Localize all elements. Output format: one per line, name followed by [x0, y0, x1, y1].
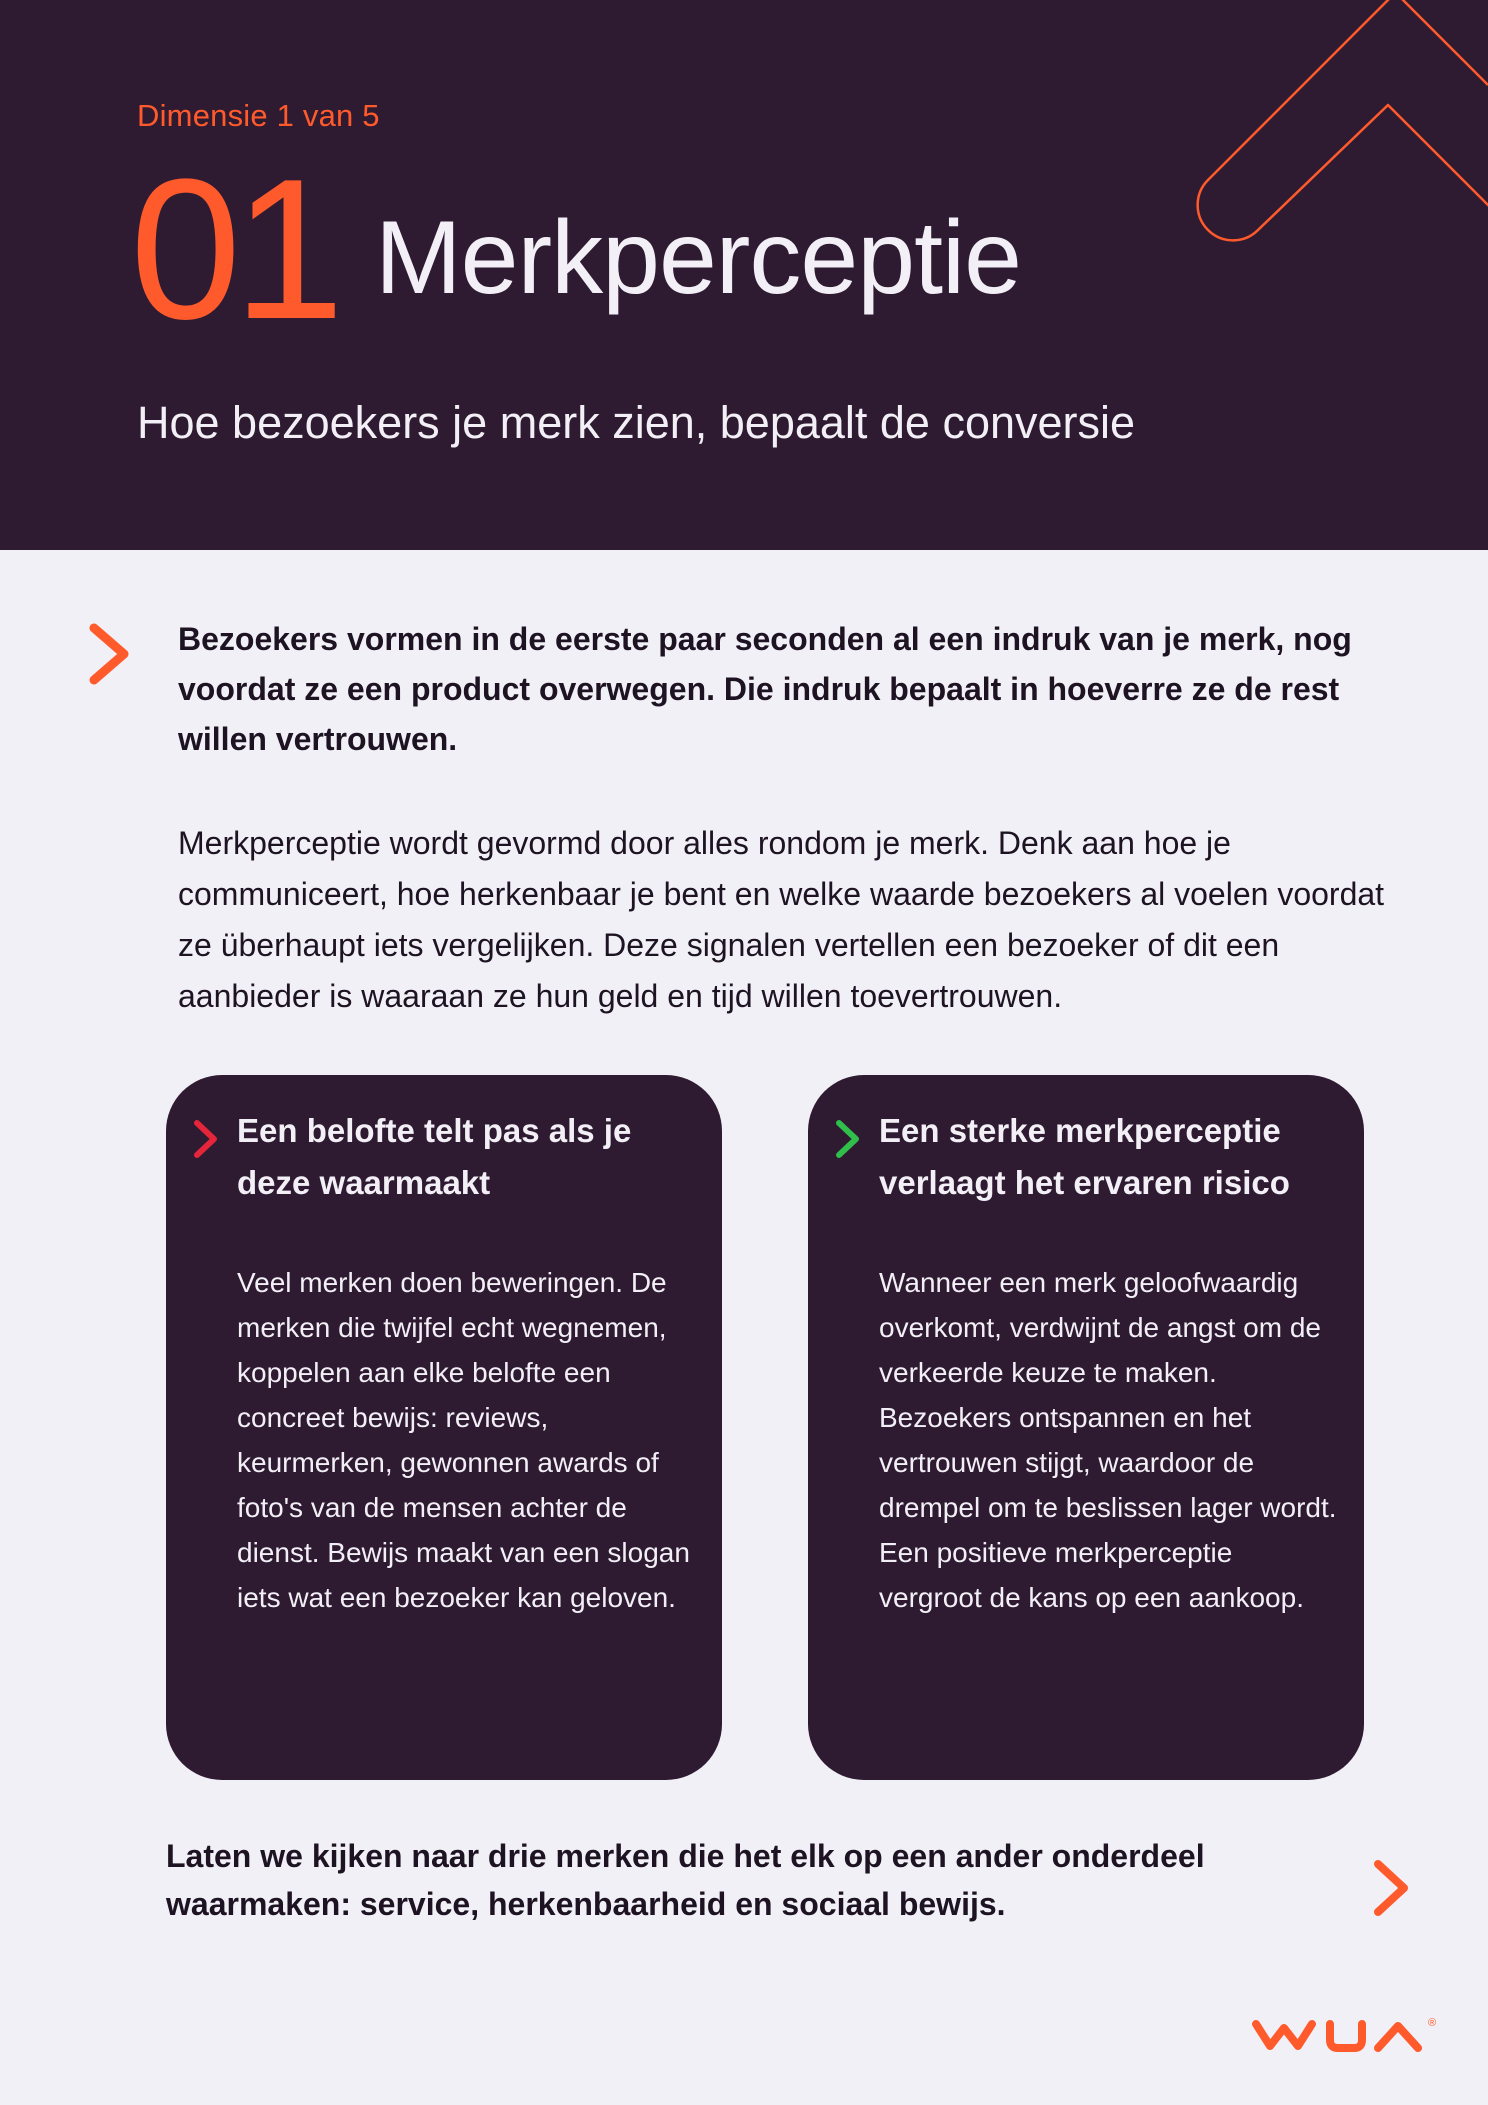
card-text: Wanneer een merk geloofwaardig overkomt, verdwijnt de angst om de verkeerde keuze te maken. Bezoekers ontspannen en het vertrouwen stijgt, waardoor de drempel om te beslissen lager wordt. Een positieve merkperceptie vergroot de kans op een aankoop. — [879, 1267, 1337, 1613]
chevron-right-icon — [192, 1119, 220, 1159]
decorative-chevron-graphic — [1128, 0, 1488, 300]
card-text: Veel merken doen beweringen. De merken die twijfel echt wegnemen, koppelen aan elke belofte een concreet bewijs: reviews, keurmerken, gewonnen awards of foto's van de mensen achter de dienst. Bewijs maakt van een slogan iets wat een bezoeker kan geloven. — [237, 1267, 690, 1613]
page-header — [0, 0, 1488, 550]
page-subtitle: Hoe bezoekers je merk zien, bepaalt de conversie — [137, 397, 1136, 448]
page-title: Merkperceptie — [375, 200, 1021, 316]
card-title: Een sterke merkperceptie verlaagt het ervaren risico — [879, 1112, 1290, 1201]
section-kicker: Dimensie 1 van 5 — [137, 98, 380, 133]
closing-text: Laten we kijken naar drie merken die het elk op een ander onderdeel waarmaken: service, herkenbaarheid en sociaal bewijs. — [166, 1838, 1205, 1922]
intro-body: Merkperceptie wordt gevormd door alles rondom je merk. Denk aan hoe je communiceert, hoe herkenbaar je bent en welke waarde bezoekers al voelen voordat ze überhaupt iets vergelijken. Deze signalen vertellen een bezoeker of dit een aanbieder is waaraan ze hun geld en tijd willen toevertrouwen. — [178, 825, 1385, 1014]
card-title: Een belofte telt pas als je deze waarmaakt — [237, 1112, 632, 1201]
svg-text:®: ® — [1428, 2017, 1437, 2029]
card-promise — [166, 1075, 722, 1780]
intro-lead: Bezoekers vormen in de eerste paar seconden al een indruk van je merk, nog voordat ze een product overwegen. Die indruk bepaalt in hoeverre ze de rest willen vertrouwen. — [178, 621, 1352, 757]
chevron-right-icon[interactable] — [1370, 1858, 1412, 1918]
chevron-right-icon — [86, 622, 132, 686]
wua-logo — [1250, 2010, 1450, 2058]
chevron-right-icon — [834, 1119, 862, 1159]
section-number: 01 — [130, 138, 337, 361]
card-risk — [808, 1075, 1364, 1780]
